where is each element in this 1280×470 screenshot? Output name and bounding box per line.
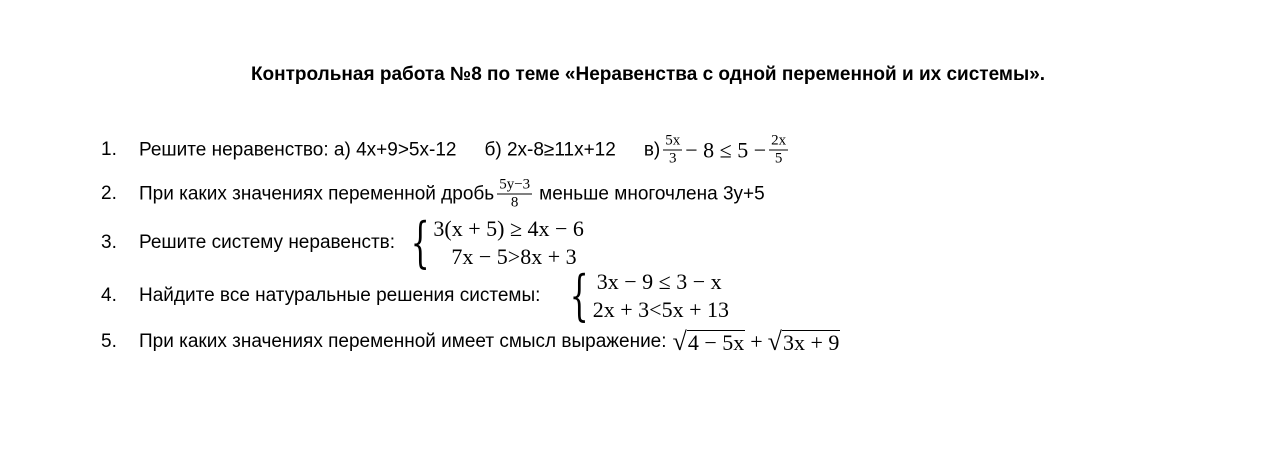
inequality-middle: − 8 ≤ 5 − <box>685 137 767 162</box>
radical-sign: √ <box>767 327 782 356</box>
fraction-denominator: 3 <box>668 150 677 167</box>
item-text: Решите неравенство: а) 4х+9>5х-12 <box>139 139 457 160</box>
page-title: Контрольная работа №8 по теме «Неравенства с одной переменной и их системы». <box>250 64 1046 85</box>
item-text: Найдите все натуральные решения системы: <box>139 285 541 306</box>
fraction-numerator: 2x <box>771 132 787 149</box>
square-root <box>768 329 841 355</box>
system-row: 3(x + 5) ≥ 4x − 6 <box>433 216 584 241</box>
item-text-after: меньше многочлена 3у+5 <box>539 183 765 204</box>
fraction <box>769 133 788 168</box>
fraction <box>663 133 682 168</box>
item-text: Решите систему неравенств: <box>139 232 396 253</box>
fraction-denominator: 5 <box>774 150 783 167</box>
item-number: 5. <box>101 331 117 352</box>
fraction-numerator: 5y−3 <box>499 176 531 193</box>
fraction-denominator: 8 <box>510 194 519 211</box>
item-text: При каких значениях переменной дробь <box>139 183 495 204</box>
radical-sign: √ <box>672 327 687 356</box>
fraction-numerator: 5x <box>665 132 681 149</box>
fraction <box>497 177 532 212</box>
item-number: 2. <box>101 183 117 204</box>
item-part-c-label: в) <box>643 139 661 160</box>
plus-sign: + <box>750 329 763 354</box>
square-root <box>673 329 746 355</box>
system-row: 2x + 3<5x + 13 <box>592 297 729 322</box>
inequality-system <box>403 211 584 274</box>
left-brace: { <box>410 211 430 274</box>
system-row: 7x − 5>8x + 3 <box>451 244 577 269</box>
system-row: 3x − 9 ≤ 3 − x <box>596 269 722 294</box>
item-number: 4. <box>101 285 117 306</box>
radicand: 3x + 9 <box>782 330 840 355</box>
radicand: 4 − 5x <box>687 330 745 355</box>
item-number: 3. <box>101 232 117 253</box>
inequality-system <box>562 264 729 327</box>
left-brace: { <box>570 264 590 327</box>
item-text: При каких значениях переменной имеет смысл выражение: <box>139 331 667 352</box>
item-part-b: б) 2х-8≥11х+12 <box>484 139 616 160</box>
item-number: 1. <box>101 139 117 160</box>
